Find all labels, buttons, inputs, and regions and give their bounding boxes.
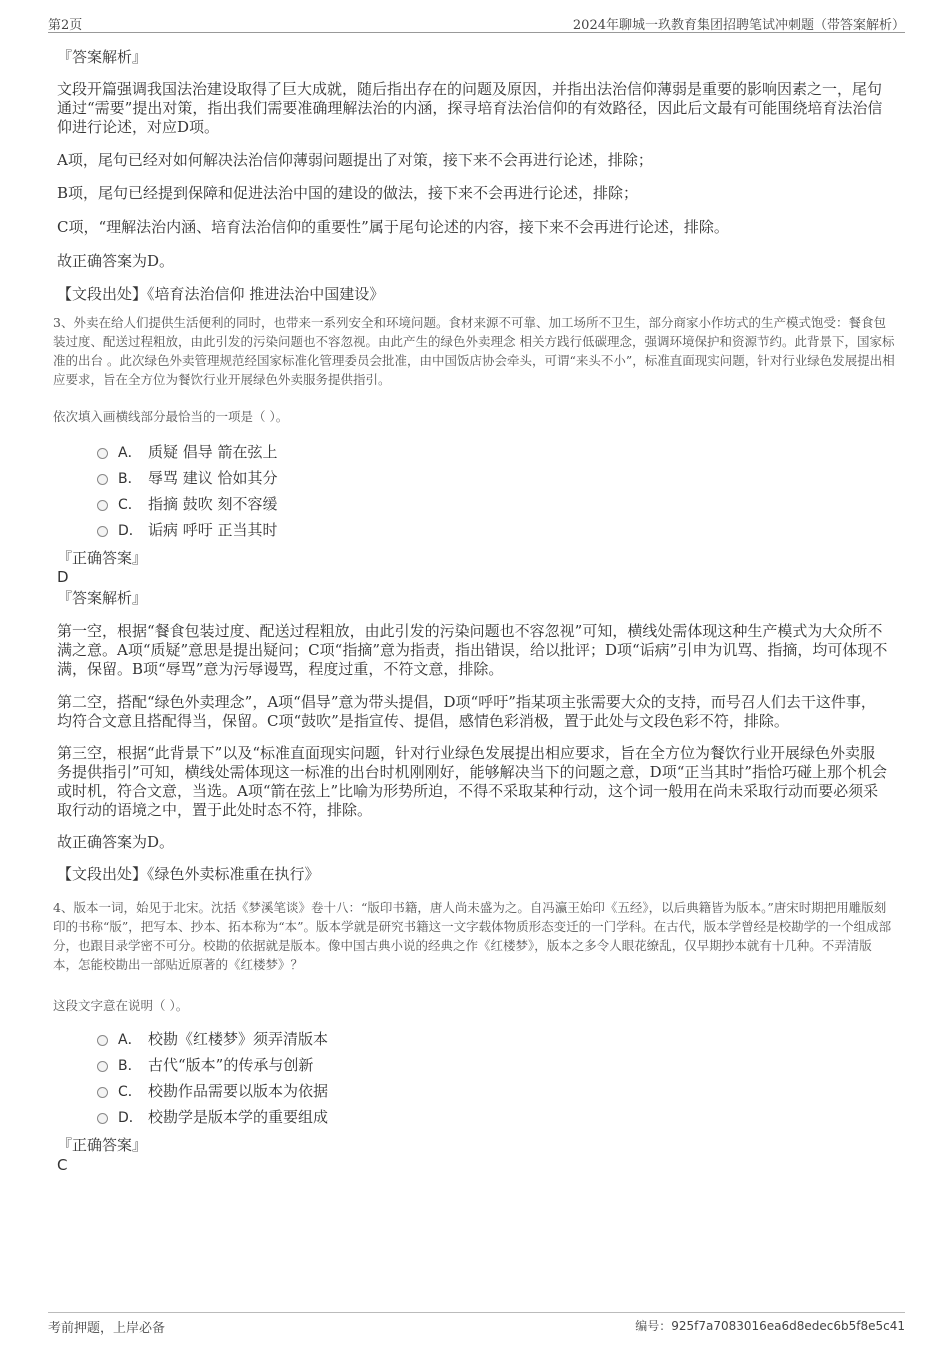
correct-answer: D	[57, 568, 69, 586]
question-stem: 3、外卖在给人们提供生活便利的同时，也带来一系列安全和环境问题。食材来源不可靠、加工场所不卫生，部分商家小作坊式的生产模式饱受：餐食包装过度、配送过程粗放，由此引发的污染问题也不容忽视。由此产生的绿色外卖理念 相关方践行低碳理念，强调环境保护和资源节约。此背景下，国家标准的出台 。此次绿色外卖管理规范经国家标准化管理委员会批准，由中国饭店协会牵头，可谓“来头不小”，标准直面现实问题，针对行业绿色发展提出相应要求，旨在全方位为餐饮行业开展绿色外卖服务提供指引。	[53, 315, 895, 387]
radio-icon[interactable]	[97, 526, 108, 537]
conclusion: 故正确答案为D。	[57, 833, 175, 851]
footer-slogan: 考前押题，上岸必备	[48, 1321, 166, 1336]
option-letter: C．	[118, 497, 142, 513]
radio-icon[interactable]	[97, 500, 108, 511]
analysis-paragraph: A项，尾句已经对如何解决法治信仰薄弱问题提出了对策，接下来不会再进行论述，排除；	[57, 151, 653, 169]
answer-analysis-label: 『答案解析』	[57, 589, 148, 607]
radio-icon[interactable]	[97, 448, 108, 459]
analysis-paragraph: 第一空，根据“餐食包装过度、配送过程粗放，由此引发的污染问题也不容忽视”可知，横线处需体现这种生产模式为大众所不满之意。A项“质疑”意思是提出疑问；C项“指摘”意为指责，指出错误，给以批评；D项“诟病”引申为讥骂、指摘，均可体现不满，保留。B项“辱骂”意为污辱谩骂，程度过重，不符文意，排除。	[57, 622, 888, 678]
analysis-paragraph: 文段开篇强调我国法治建设取得了巨大成就，随后指出存在的问题及原因，并指出法治信仰薄弱是重要的影响因素之一，尾句通过“需要”提出对策，指出我们需要准确理解法治的内涵，探寻培育法治信仰的有效路径，因此后文最有可能围绕培育法治信仰进行论述，对应D项。	[57, 80, 883, 136]
option-text: 校勘学是版本学的重要组成	[148, 1108, 329, 1126]
option-list	[97, 439, 278, 543]
page-footer	[48, 1312, 905, 1335]
document-code: 编号：925f7a7083016ea6d8edec6b5f8e5c41	[635, 1319, 905, 1333]
passage-source: 【文段出处】《培育法治信仰 推进法治中国建设》	[57, 285, 385, 303]
option-text: 古代“版本”的传承与创新	[148, 1056, 314, 1074]
option-text: 诟病 呼吁 正当其时	[148, 521, 278, 539]
correct-answer-label: 『正确答案』	[57, 1136, 148, 1154]
option-text: 校勘作品需要以版本为依据	[148, 1082, 329, 1100]
option-a[interactable]	[97, 1026, 328, 1052]
page-header	[48, 12, 905, 33]
option-text: 辱骂 建议 恰如其分	[148, 469, 278, 487]
radio-icon[interactable]	[97, 1113, 108, 1124]
option-letter: A．	[118, 445, 142, 461]
document-title: 2024年聊城一玖教育集团招聘笔试冲刺题（带答案解析）	[572, 18, 905, 33]
page-number: 第2页	[48, 18, 83, 33]
option-letter: D．	[118, 1110, 143, 1126]
radio-icon[interactable]	[97, 1035, 108, 1046]
option-c[interactable]	[97, 491, 278, 517]
radio-icon[interactable]	[97, 474, 108, 485]
analysis-paragraph: 第二空，搭配“绿色外卖理念”，A项“倡导”意为带头提倡，D项“呼吁”指某项主张需要大众的支持，而号召人们去干这件事，均符合文意且搭配得当，保留。C项“鼓吹”是指宣传、提倡，感情色彩消极，置于此处与文段色彩不符，排除。	[57, 693, 876, 730]
option-letter: A．	[118, 1032, 142, 1048]
option-letter: D．	[118, 523, 143, 539]
option-list	[97, 1026, 328, 1130]
option-letter: C．	[118, 1084, 142, 1100]
radio-icon[interactable]	[97, 1087, 108, 1098]
question-prompt: 依次填入画横线部分最恰当的一项是（ ）。	[53, 409, 289, 424]
option-c[interactable]	[97, 1078, 328, 1104]
option-text: 校勘《红楼梦》须弄清版本	[148, 1030, 329, 1048]
option-d[interactable]	[97, 1104, 328, 1130]
question-stem: 4、版本一词，始见于北宋。沈括《梦溪笔谈》卷十八：“版印书籍，唐人尚未盛为之。自冯瀛王始印《五经》，以后典籍皆为版本。”唐宋时期把用雕版刻印的书称“版”，把写本、抄本、拓本称为“本”。版本学就是研究书籍这一文字载体物质形态变迁的一门学科。在古代，版本学曾经是校勘学的一个组成部分，也跟目录学密不可分。校勘的依据就是版本。像中国古典小说的经典之作《红楼梦》，版本之多令人眼花缭乱，仅早期抄本就有十几种。不弄清版本，怎能校勘出一部贴近原著的《红楼梦》？	[53, 900, 892, 972]
answer-analysis-label: 『答案解析』	[57, 48, 148, 66]
conclusion: 故正确答案为D。	[57, 252, 175, 270]
option-text: 指摘 鼓吹 刻不容缓	[148, 495, 278, 513]
radio-icon[interactable]	[97, 1061, 108, 1072]
option-b[interactable]	[97, 1052, 328, 1078]
option-letter: B．	[118, 471, 142, 487]
analysis-paragraph: C项，“理解法治内涵、培育法治信仰的重要性”属于尾句论述的内容，接下来不会再进行论述，排除。	[57, 218, 729, 236]
option-b[interactable]	[97, 465, 278, 491]
analysis-paragraph: B项，尾句已经提到保障和促进法治中国的建设的做法，接下来不会再进行论述，排除；	[57, 184, 639, 202]
analysis-paragraph: 第三空，根据“此背景下”以及“标准直面现实问题，针对行业绿色发展提出相应要求，旨在全方位为餐饮行业开展绿色外卖服务提供指引”可知，横线处需体现这一标准的出台时机刚刚好，能够解决当下的问题之意，D项“正当其时”指恰巧碰上那个机会或时机，符合文意，当选。A项“箭在弦上”比喻为形势所迫，不得不采取某种行动，这个词一般用在尚未采取行动而要必须采取行动的语境之中，置于此处时态不符，排除。	[57, 744, 888, 819]
correct-answer: C	[57, 1156, 68, 1174]
option-a[interactable]	[97, 439, 278, 465]
passage-source: 【文段出处】《绿色外卖标准重在执行》	[57, 865, 320, 883]
question-prompt: 这段文字意在说明（ ）。	[53, 998, 189, 1013]
option-letter: B．	[118, 1058, 142, 1074]
correct-answer-label: 『正确答案』	[57, 549, 148, 567]
option-text: 质疑 倡导 箭在弦上	[148, 443, 278, 461]
option-d[interactable]	[97, 517, 278, 543]
